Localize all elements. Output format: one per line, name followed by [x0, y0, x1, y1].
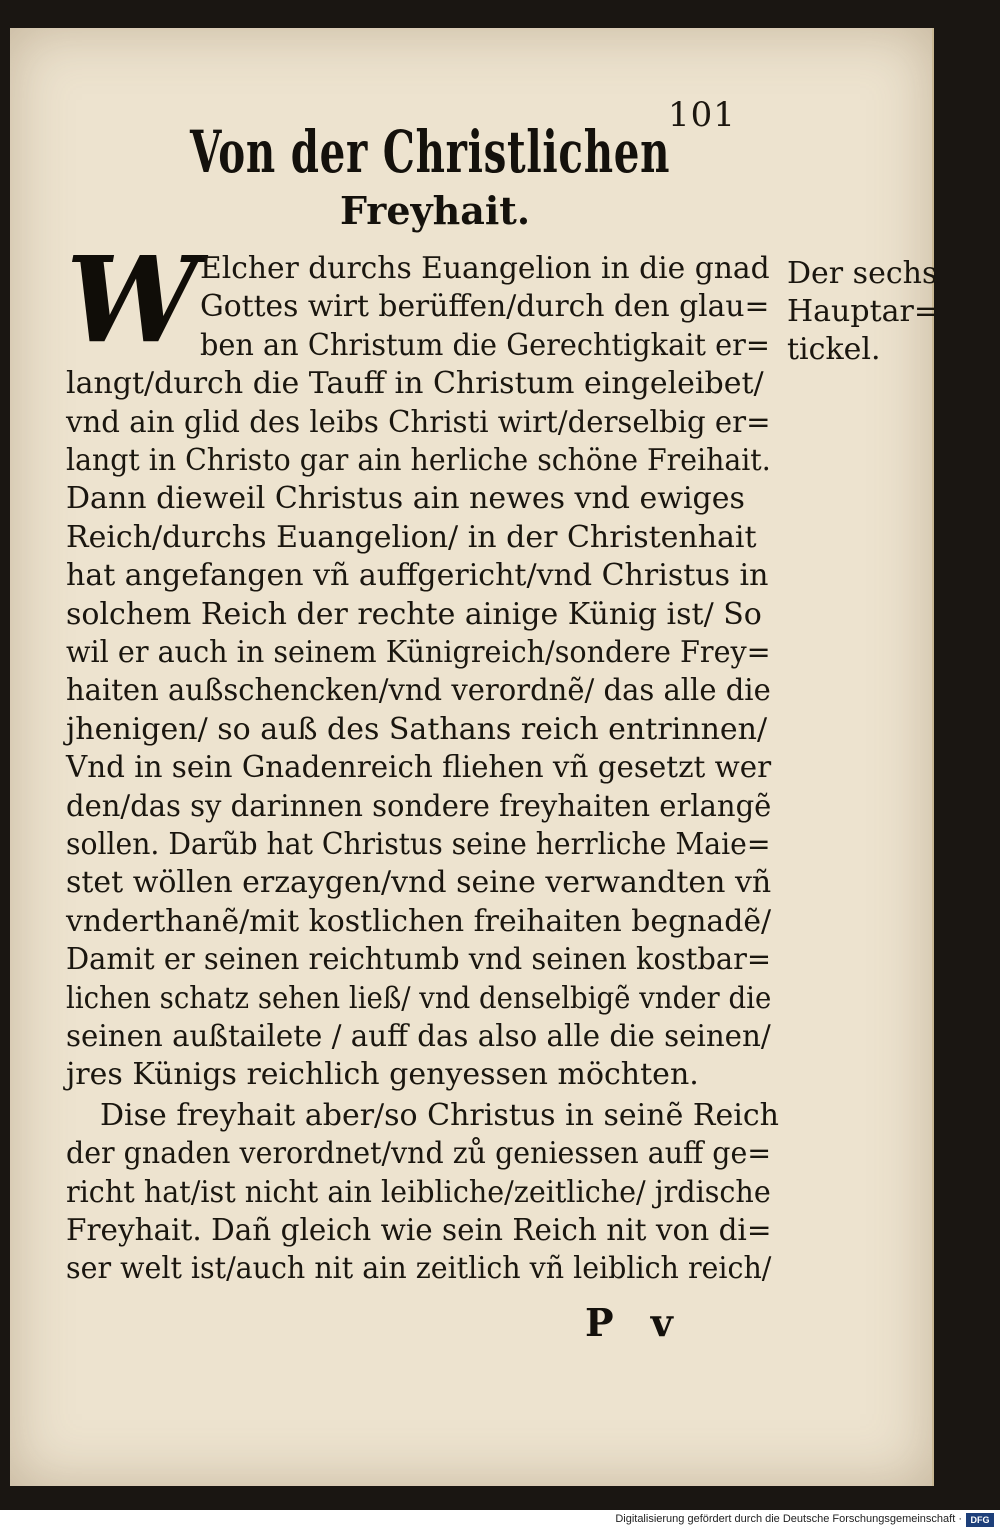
text-line: der gnaden verordnet/vnd zů geniessen auff ge= [66, 1136, 772, 1172]
text-line: Dann dieweil Christus ain newes vnd ewiges [66, 481, 745, 517]
text-line: richt hat/ist nicht ain leibliche/zeitliche/ jrdische [66, 1174, 771, 1210]
text-line: Dise freyhait aber/so Christus in seinẽ Reich [100, 1097, 779, 1133]
page-title: Von der Christlichen [190, 118, 671, 186]
page-subtitle: Freyhait. [340, 188, 531, 233]
text-line: sollen. Darũb hat Christus seine herrliche Maie= [66, 827, 771, 862]
footer-credit: Digitalisierung gefördert durch die Deutsche Forschungsgemeinschaft · [615, 1513, 962, 1525]
text-line: langt/durch die Tauff in Christum eingeleibet/ [66, 366, 764, 402]
signature-mark: P v [585, 1300, 673, 1345]
text-line: Freyhait. Dañ gleich wie sein Reich nit von di= [66, 1213, 772, 1248]
text-line: vnd ain glid des leibs Christi wirt/derselbig er= [66, 404, 771, 440]
dfg-logo: DFG [966, 1513, 994, 1527]
text-line: wil er auch in seinem Künigreich/sondere Frey= [66, 635, 771, 670]
text-line: den/das sy darinnen sondere freyhaiten erlangẽ [66, 788, 772, 824]
footer [0, 1510, 1000, 1531]
text-line: stet wöllen erzaygen/vnd seine verwandten vñ [66, 865, 772, 901]
text-line: Reich/durchs Euangelion/ in der Christenhait [66, 519, 757, 555]
text-line: Gottes wirt berüffen/durch den glau= [200, 289, 770, 325]
text-line: ben an Christum die Gerechtigkait er= [200, 327, 770, 363]
drop-cap-initial: W [66, 230, 199, 369]
text-line: vnderthanẽ/mit kostlichen freihaiten begnadẽ/ [66, 903, 772, 939]
text-line: ser welt ist/auch nit ain zeitlich vñ leiblich reich/ [66, 1251, 772, 1287]
text-line: Damit er seinen reichtumb vnd seinen kostbar= [66, 942, 772, 978]
margin-note-line: Der sechs [787, 256, 938, 291]
text-line: langt in Christo gar ain herliche schöne Freihait. [66, 443, 771, 478]
text-line: solchem Reich der rechte ainige Künig ist/ So [66, 596, 762, 632]
text-line: haiten außschencken/vnd verordnẽ/ das alle die [66, 673, 771, 709]
text-line: hat angefangen vñ auffgericht/vnd Christus in [66, 558, 769, 594]
text-line: Elcher durchs Euangelion in die gnad [200, 251, 770, 286]
margin-note-line: tickel. [787, 332, 881, 367]
page-number: 101 [668, 95, 736, 135]
text-line: jhenigen/ so auß des Sathans reich entrinnen/ [66, 711, 768, 747]
text-line: Vnd in sein Gnadenreich fliehen vñ gesetzt wer [66, 750, 772, 786]
text-line: jres Künigs reichlich genyessen möchten. [66, 1057, 699, 1093]
text-line: lichen schatz sehen ließ/ vnd denselbigẽ vnder die [66, 980, 772, 1016]
margin-note-line: Hauptar= [787, 294, 939, 329]
text-line: seinen außtailete / auff das also alle die seinen/ [66, 1019, 771, 1054]
